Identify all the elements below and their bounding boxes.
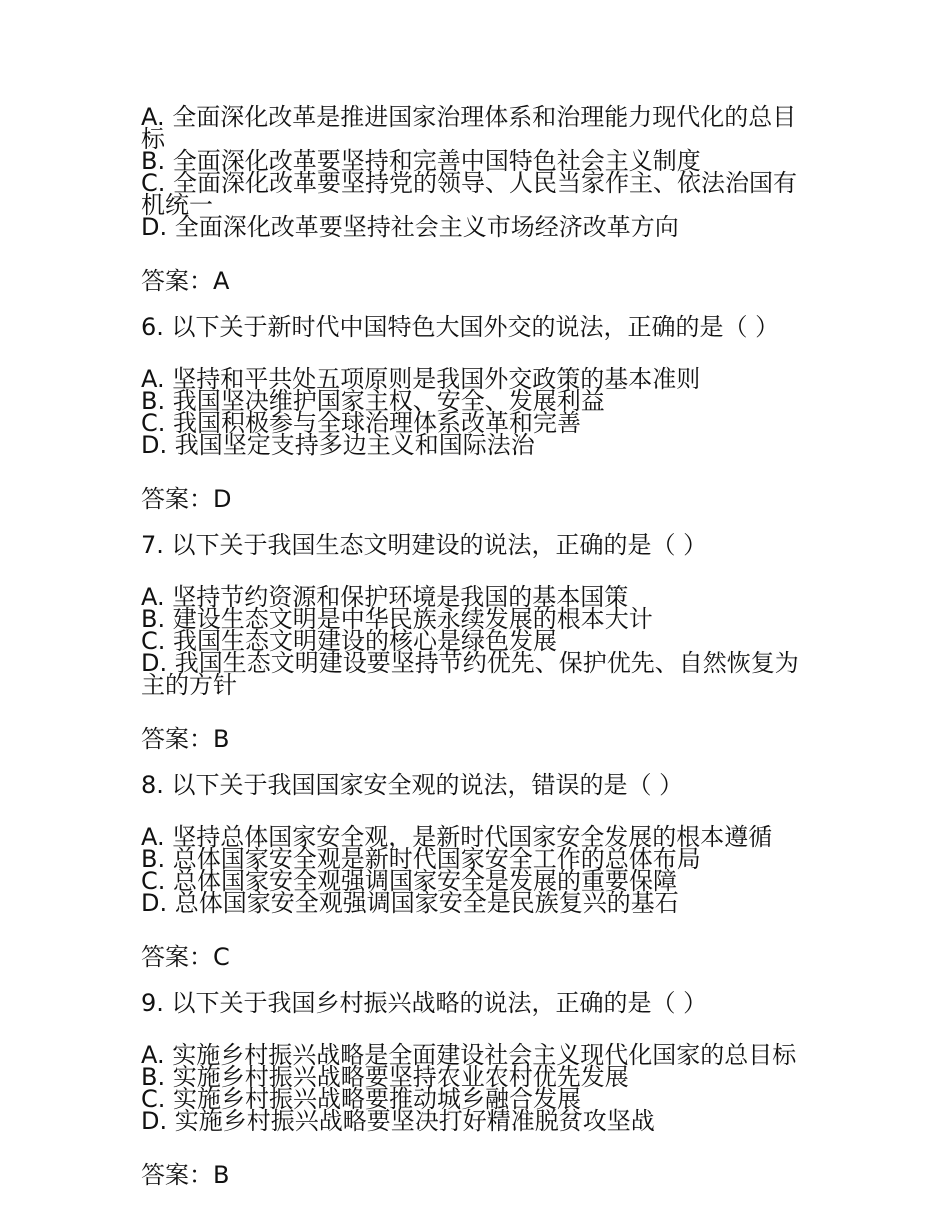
answer-text: 答案：D	[141, 485, 232, 513]
options-list	[141, 583, 800, 699]
option-d: D. 实施乡村振兴战略要坚决打好精准脱贫攻坚战	[141, 1107, 655, 1135]
option-b: B. 总体国家安全观是新时代国家安全工作的总体布局	[141, 845, 701, 873]
question-block-9	[141, 988, 800, 1190]
option-a: A. 坚持总体国家安全观，是新时代国家安全发展的根本遵循	[141, 823, 773, 851]
question-block-5	[141, 103, 800, 296]
question-text: 9. 以下关于我国乡村振兴战略的说法，正确的是（ ）	[141, 989, 708, 1017]
option-b: B. 全面深化改革要坚持和完善中国特色社会主义制度	[141, 147, 701, 175]
question-block-6	[141, 312, 800, 514]
option-c: C. 实施乡村振兴战略要推动城乡融合发展	[141, 1085, 582, 1113]
question-text: 7. 以下关于我国生态文明建设的说法，正确的是（ ）	[141, 531, 708, 559]
option-c: C. 全面深化改革要坚持党的领导、人民当家作主、依法治国有机统一	[141, 169, 798, 219]
answer-text: 答案：B	[141, 1161, 230, 1189]
option-a: A. 全面深化改革是推进国家治理体系和治理能力现代化的总目标	[141, 103, 797, 153]
option-c: C. 我国生态文明建设的核心是绿色发展	[141, 627, 558, 655]
options-list	[141, 1041, 800, 1135]
option-a: A. 实施乡村振兴战略是全面建设社会主义现代化国家的总目标	[141, 1041, 797, 1069]
answer-text: 答案：C	[141, 943, 230, 971]
answer-text: 答案：A	[141, 267, 230, 295]
option-d: D. 总体国家安全观强调国家安全是民族复兴的基石	[141, 889, 679, 917]
answer-text: 答案：B	[141, 725, 230, 753]
option-b: B. 我国坚决维护国家主权、安全、发展利益	[141, 387, 605, 415]
options-list	[141, 823, 800, 917]
options-list	[141, 103, 800, 241]
question-text: 6. 以下关于新时代中国特色大国外交的说法，正确的是（ ）	[141, 313, 780, 341]
option-d: D. 我国坚定支持多边主义和国际法治	[141, 431, 535, 459]
option-b: B. 实施乡村振兴战略要坚持农业农村优先发展	[141, 1063, 629, 1091]
question-block-7	[141, 530, 800, 754]
option-c: C. 总体国家安全观强调国家安全是发展的重要保障	[141, 867, 678, 895]
option-a: A. 坚持和平共处五项原则是我国外交政策的基本准则	[141, 365, 701, 393]
question-block-8	[141, 770, 800, 972]
options-list	[141, 365, 800, 459]
option-b: B. 建设生态文明是中华民族永续发展的根本大计	[141, 605, 653, 633]
option-d: D. 我国生态文明建设要坚持节约优先、保护优先、自然恢复为主的方针	[141, 649, 799, 699]
option-d: D. 全面深化改革要坚持社会主义市场经济改革方向	[141, 213, 679, 241]
option-c: C. 我国积极参与全球治理体系改革和完善	[141, 409, 582, 437]
option-a: A. 坚持节约资源和保护环境是我国的基本国策	[141, 583, 629, 611]
question-text: 8. 以下关于我国国家安全观的说法，错误的是（ ）	[141, 771, 684, 799]
